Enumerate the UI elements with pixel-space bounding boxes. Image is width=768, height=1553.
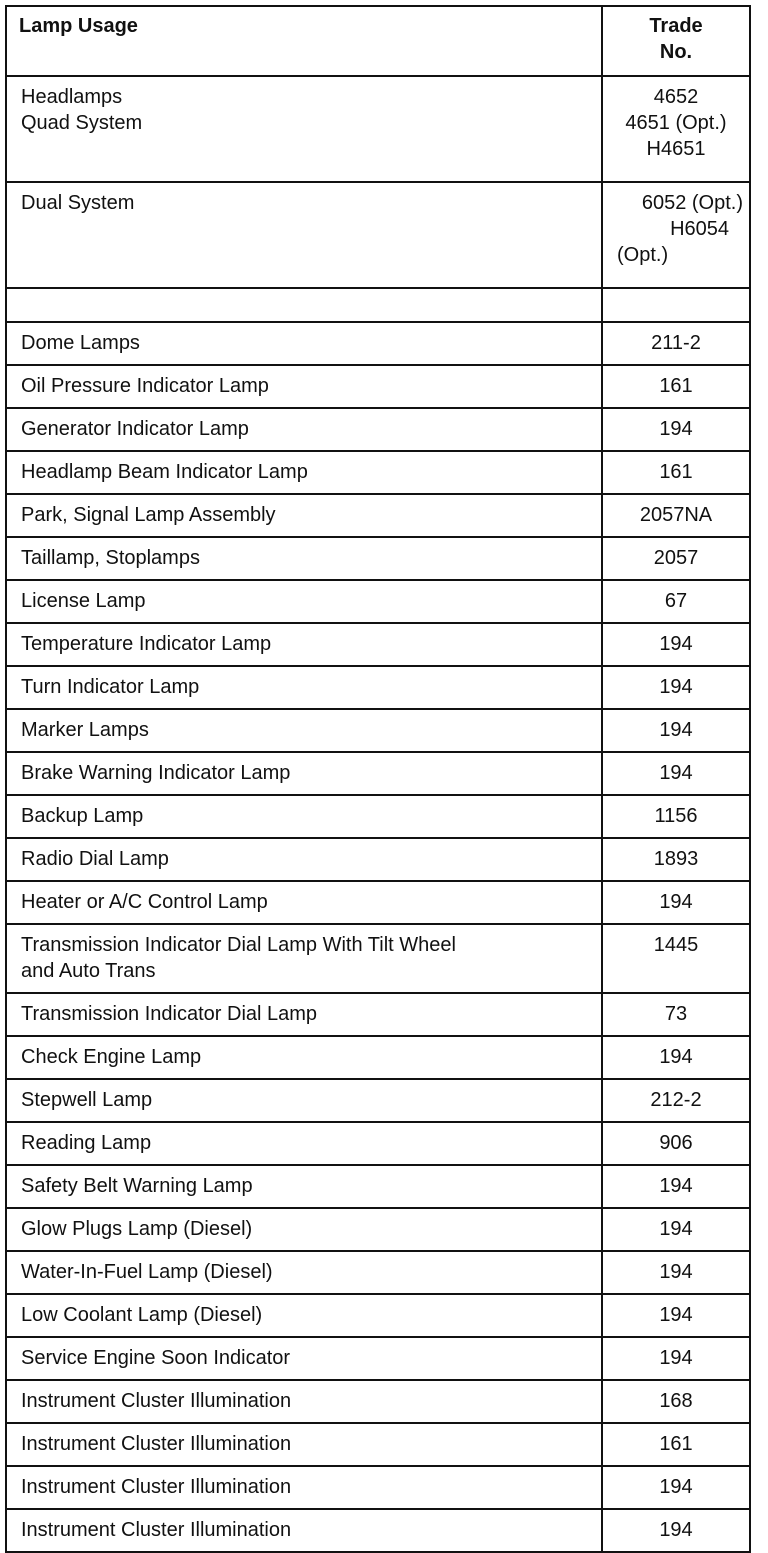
usage-cell: Instrument Cluster Illumination bbox=[6, 1380, 602, 1423]
usage-cell: Park, Signal Lamp Assembly bbox=[6, 494, 602, 537]
usage-cell-empty bbox=[6, 288, 602, 322]
trade-cell: 194 bbox=[602, 881, 750, 924]
usage-cell: Water-In-Fuel Lamp (Diesel) bbox=[6, 1251, 602, 1294]
trade-cell: 906 bbox=[602, 1122, 750, 1165]
trade-line: H4651 bbox=[646, 138, 706, 160]
table-row bbox=[6, 838, 750, 881]
usage-cell: Dome Lamps bbox=[6, 322, 602, 365]
trade-cell: 194 bbox=[602, 752, 750, 795]
usage-cell: Taillamp, Stoplamps bbox=[6, 537, 602, 580]
table-row bbox=[6, 1036, 750, 1079]
usage-cell: Reading Lamp bbox=[6, 1122, 602, 1165]
table-row bbox=[6, 322, 750, 365]
usage-cell: Service Engine Soon Indicator bbox=[6, 1337, 602, 1380]
table-row bbox=[6, 1079, 750, 1122]
table-row-blank bbox=[6, 288, 750, 322]
trade-line: 4651 (Opt.) bbox=[625, 112, 727, 134]
table-row bbox=[6, 993, 750, 1036]
usage-cell: Stepwell Lamp bbox=[6, 1079, 602, 1122]
table-row bbox=[6, 666, 750, 709]
usage-cell: Radio Dial Lamp bbox=[6, 838, 602, 881]
usage-cell: Instrument Cluster Illumination bbox=[6, 1466, 602, 1509]
usage-cell: Oil Pressure Indicator Lamp bbox=[6, 365, 602, 408]
usage-cell bbox=[6, 924, 602, 993]
trade-cell: 194 bbox=[602, 1036, 750, 1079]
table-body-rows bbox=[6, 322, 750, 1552]
trade-cell: 194 bbox=[602, 666, 750, 709]
table-row bbox=[6, 494, 750, 537]
trade-cell: 194 bbox=[602, 1466, 750, 1509]
table-row bbox=[6, 795, 750, 838]
table-row bbox=[6, 1251, 750, 1294]
table-row bbox=[6, 709, 750, 752]
trade-cell: 194 bbox=[602, 1251, 750, 1294]
table-row bbox=[6, 1466, 750, 1509]
trade-cell: 67 bbox=[602, 580, 750, 623]
trade-cell: 1445 bbox=[602, 924, 750, 993]
trade-cell: 73 bbox=[602, 993, 750, 1036]
trade-cell-empty bbox=[602, 288, 750, 322]
usage-cell bbox=[6, 76, 602, 182]
usage-line: Headlamps bbox=[21, 86, 123, 108]
table-row bbox=[6, 752, 750, 795]
column-header-trade-no bbox=[602, 6, 750, 76]
usage-cell: Turn Indicator Lamp bbox=[6, 666, 602, 709]
trade-cell: 194 bbox=[602, 1509, 750, 1552]
trade-cell: 194 bbox=[602, 1294, 750, 1337]
trade-cell bbox=[602, 182, 750, 288]
trade-cell: 161 bbox=[602, 451, 750, 494]
usage-cell: Check Engine Lamp bbox=[6, 1036, 602, 1079]
table-row bbox=[6, 1380, 750, 1423]
table-header-row bbox=[6, 6, 750, 76]
trade-line: 6052 (Opt.) bbox=[641, 192, 743, 214]
usage-cell: Dual System bbox=[6, 182, 602, 288]
trade-cell: 211-2 bbox=[602, 322, 750, 365]
trade-cell: 161 bbox=[602, 365, 750, 408]
trade-header-line-2: No. bbox=[659, 41, 693, 63]
usage-cell: Heater or A/C Control Lamp bbox=[6, 881, 602, 924]
usage-cell: Backup Lamp bbox=[6, 795, 602, 838]
table-row bbox=[6, 1208, 750, 1251]
usage-cell: Temperature Indicator Lamp bbox=[6, 623, 602, 666]
lamp-trade-table bbox=[5, 5, 751, 1553]
table-row bbox=[6, 1423, 750, 1466]
table-row bbox=[6, 580, 750, 623]
trade-cell: 2057 bbox=[602, 537, 750, 580]
usage-line: and Auto Trans bbox=[21, 960, 156, 982]
table-row-headlamps bbox=[6, 76, 750, 182]
trade-cell bbox=[602, 76, 750, 182]
table-row bbox=[6, 924, 750, 993]
trade-cell: 194 bbox=[602, 408, 750, 451]
table-row bbox=[6, 408, 750, 451]
usage-cell: Transmission Indicator Dial Lamp bbox=[6, 993, 602, 1036]
usage-cell: Headlamp Beam Indicator Lamp bbox=[6, 451, 602, 494]
trade-cell: 2057NA bbox=[602, 494, 750, 537]
trade-cell: 194 bbox=[602, 1337, 750, 1380]
table-row bbox=[6, 537, 750, 580]
table-row bbox=[6, 451, 750, 494]
trade-cell: 1156 bbox=[602, 795, 750, 838]
trade-header-line-1: Trade bbox=[649, 15, 703, 37]
usage-cell: Instrument Cluster Illumination bbox=[6, 1509, 602, 1552]
trade-cell: 161 bbox=[602, 1423, 750, 1466]
usage-cell: Brake Warning Indicator Lamp bbox=[6, 752, 602, 795]
usage-line: Quad System bbox=[21, 112, 143, 134]
trade-cell: 194 bbox=[602, 623, 750, 666]
trade-cell: 212-2 bbox=[602, 1079, 750, 1122]
usage-cell: License Lamp bbox=[6, 580, 602, 623]
usage-cell: Instrument Cluster Illumination bbox=[6, 1423, 602, 1466]
table-row bbox=[6, 623, 750, 666]
trade-cell: 168 bbox=[602, 1380, 750, 1423]
trade-line: H6054 bbox=[670, 218, 729, 240]
usage-line: Transmission Indicator Dial Lamp With Tilt Wheel bbox=[21, 934, 456, 956]
table-row bbox=[6, 881, 750, 924]
table-row bbox=[6, 365, 750, 408]
trade-line: 4652 bbox=[653, 86, 699, 108]
trade-cell: 194 bbox=[602, 1165, 750, 1208]
usage-cell: Generator Indicator Lamp bbox=[6, 408, 602, 451]
table-row bbox=[6, 1337, 750, 1380]
column-header-lamp-usage: Lamp Usage bbox=[6, 6, 602, 76]
usage-cell: Low Coolant Lamp (Diesel) bbox=[6, 1294, 602, 1337]
trade-line: (Opt.) bbox=[617, 244, 669, 266]
trade-cell: 1893 bbox=[602, 838, 750, 881]
table-row bbox=[6, 1165, 750, 1208]
usage-cell: Marker Lamps bbox=[6, 709, 602, 752]
usage-cell: Safety Belt Warning Lamp bbox=[6, 1165, 602, 1208]
table-row bbox=[6, 1294, 750, 1337]
trade-cell: 194 bbox=[602, 1208, 750, 1251]
table-row bbox=[6, 1122, 750, 1165]
table-row-dual-system bbox=[6, 182, 750, 288]
usage-cell: Glow Plugs Lamp (Diesel) bbox=[6, 1208, 602, 1251]
trade-cell: 194 bbox=[602, 709, 750, 752]
table-row bbox=[6, 1509, 750, 1552]
